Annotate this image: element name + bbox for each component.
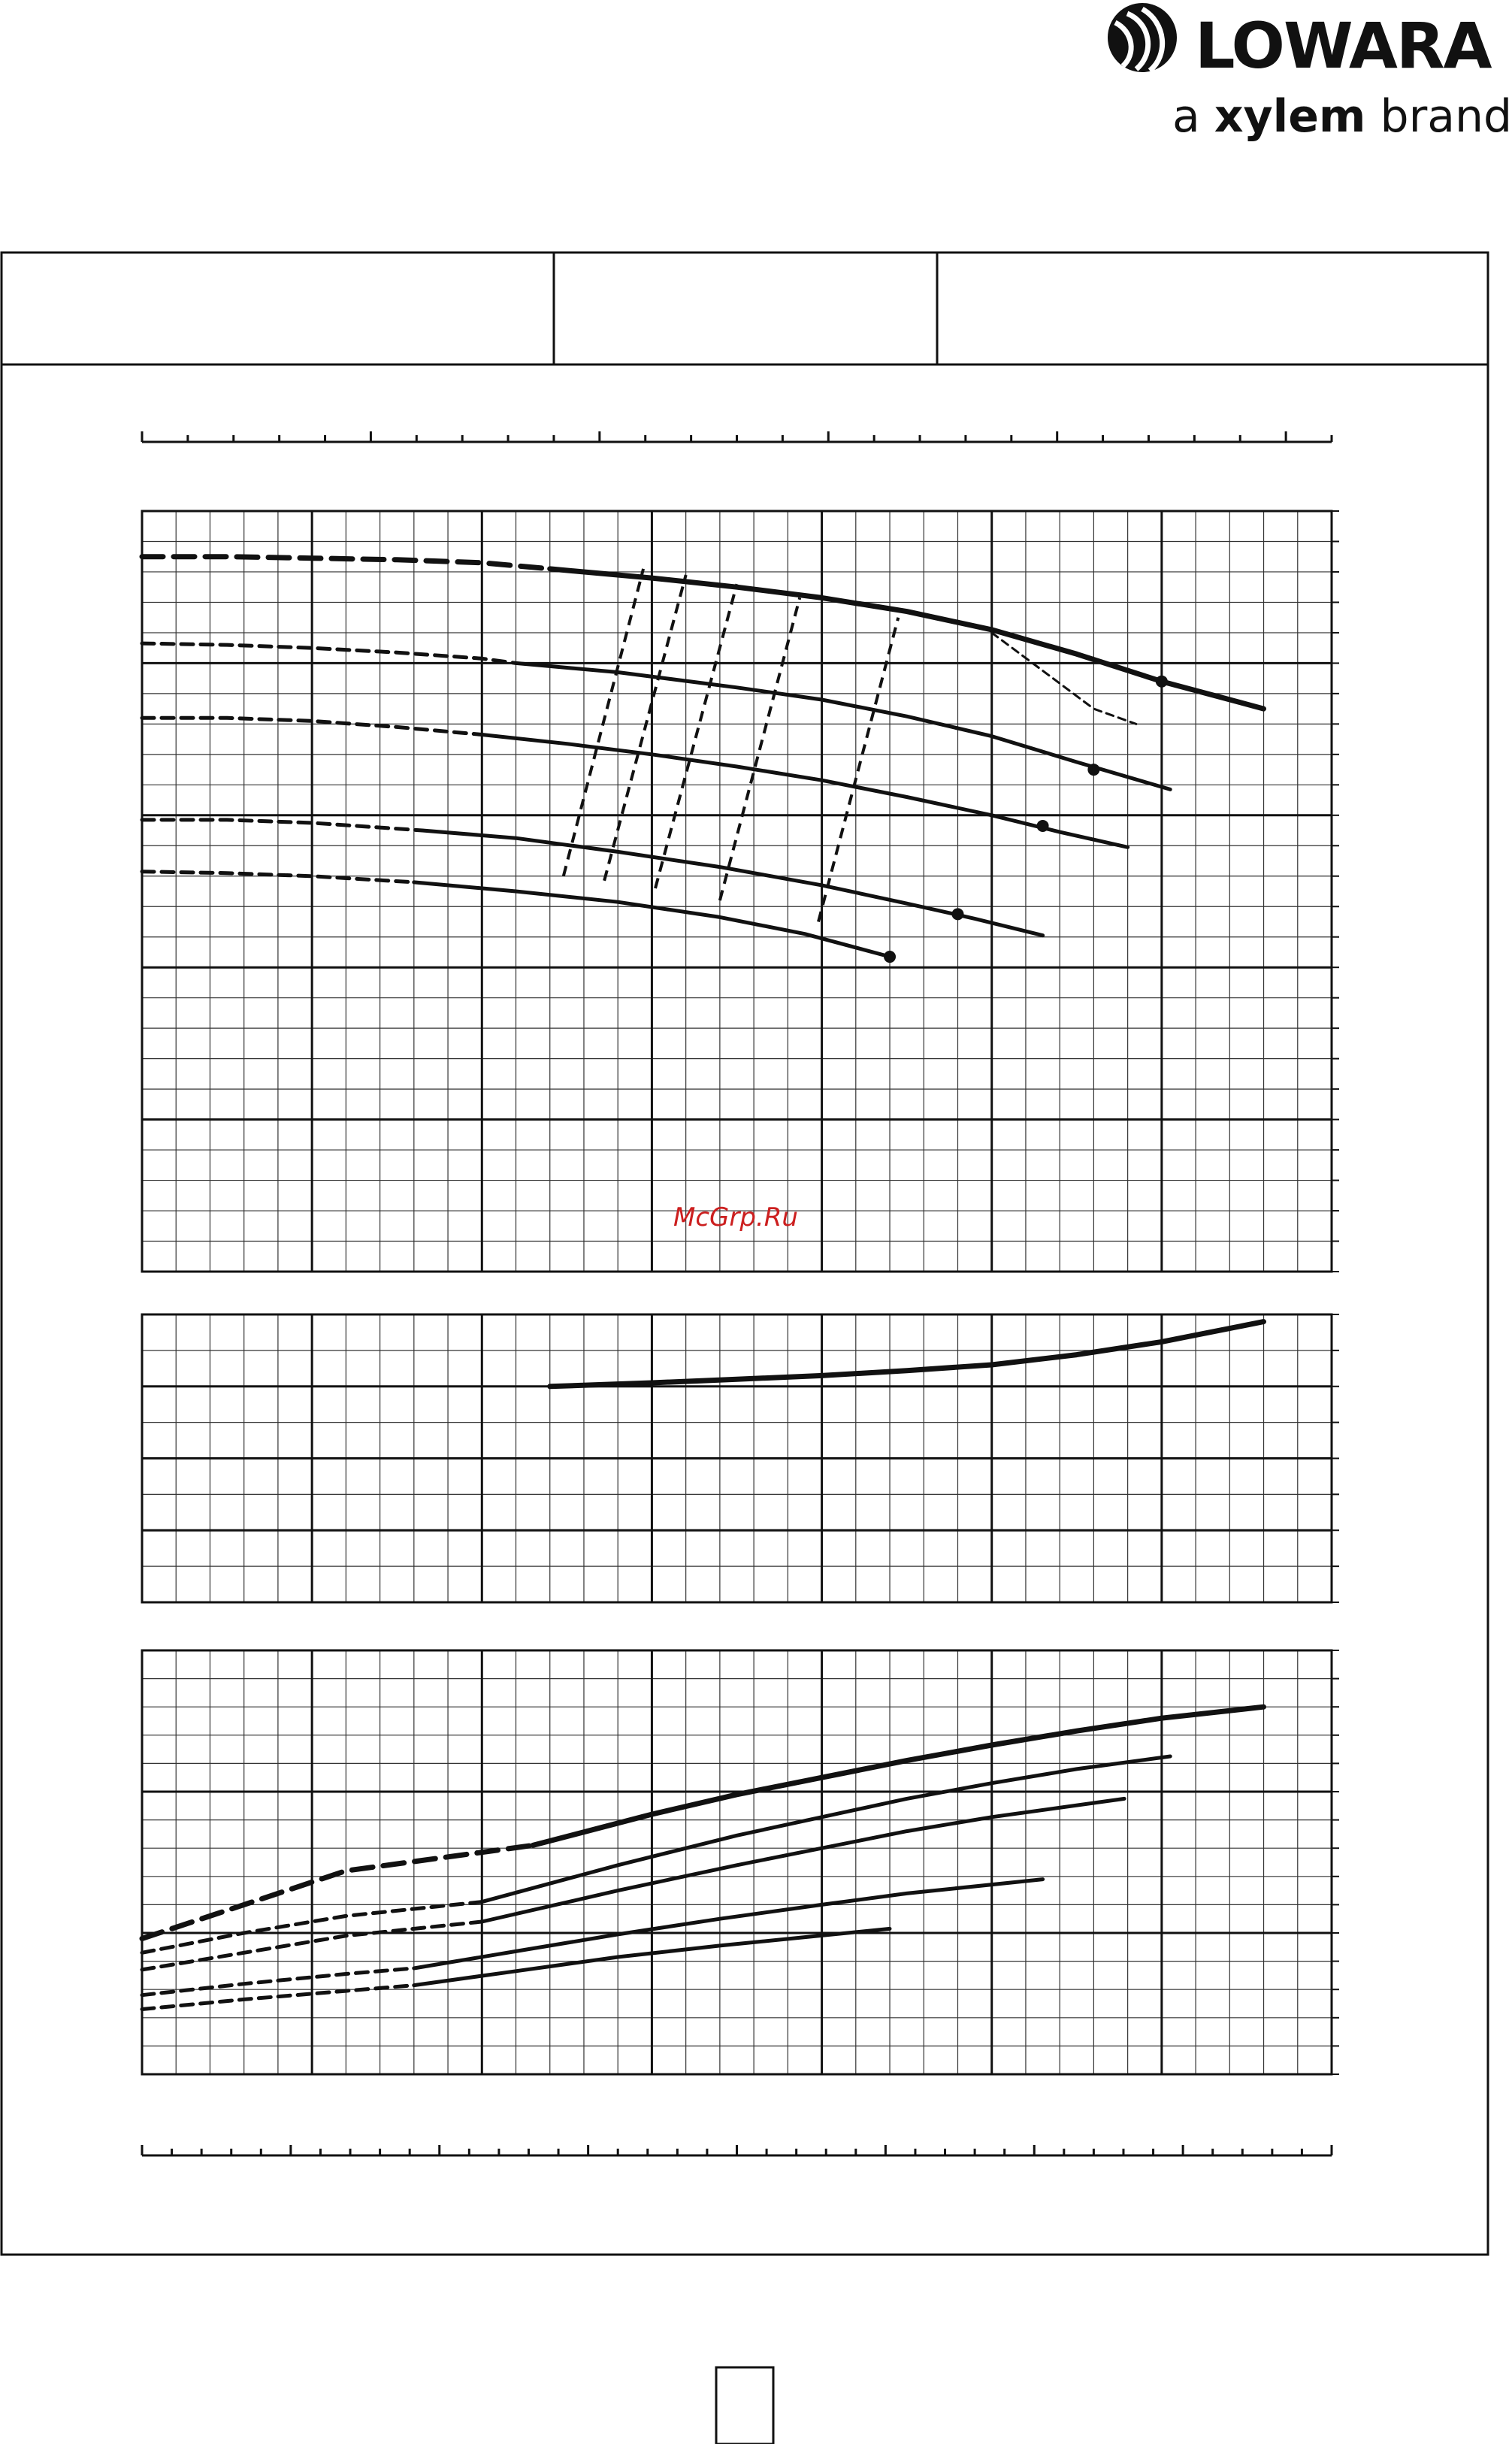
series-curve bbox=[533, 1707, 1263, 1845]
chart-panel-head bbox=[142, 511, 1339, 1272]
watermark: McGrp.Ru bbox=[673, 1202, 798, 1233]
curve-marker bbox=[1087, 764, 1099, 776]
curve-marker bbox=[1037, 820, 1049, 832]
efficiency-line bbox=[604, 575, 686, 881]
efficiency-line bbox=[655, 584, 737, 888]
chart-panel-power bbox=[142, 1650, 1339, 2074]
tagline-xylem: xylem bbox=[1214, 90, 1366, 143]
curve-marker bbox=[884, 951, 896, 963]
series-curve bbox=[142, 1845, 533, 1938]
series-curve bbox=[482, 1798, 1124, 1922]
tagline-suffix: brand bbox=[1365, 90, 1512, 143]
plot-border bbox=[142, 1650, 1332, 2074]
efficiency-line bbox=[564, 569, 643, 876]
grid bbox=[142, 511, 1339, 1272]
top-flow-scale bbox=[142, 431, 1332, 442]
chart-panel-npsh bbox=[142, 1314, 1339, 1602]
grid bbox=[142, 1650, 1339, 2074]
grid bbox=[142, 1314, 1339, 1602]
tagline-prefix: a bbox=[1172, 90, 1214, 143]
plot-border bbox=[142, 511, 1332, 1272]
series-curve bbox=[414, 1880, 1043, 1968]
bottom-flow-scale bbox=[142, 2145, 1332, 2155]
series-curve bbox=[992, 633, 1136, 724]
frame bbox=[2, 253, 1488, 2444]
series-curve bbox=[142, 643, 516, 663]
brand-name: LOWARA bbox=[1195, 9, 1491, 83]
series-curve bbox=[482, 735, 1127, 848]
curve-marker bbox=[951, 908, 963, 920]
series-curve bbox=[550, 1322, 1264, 1387]
curve-marker bbox=[1156, 676, 1168, 688]
page-number-box bbox=[716, 2367, 773, 2444]
